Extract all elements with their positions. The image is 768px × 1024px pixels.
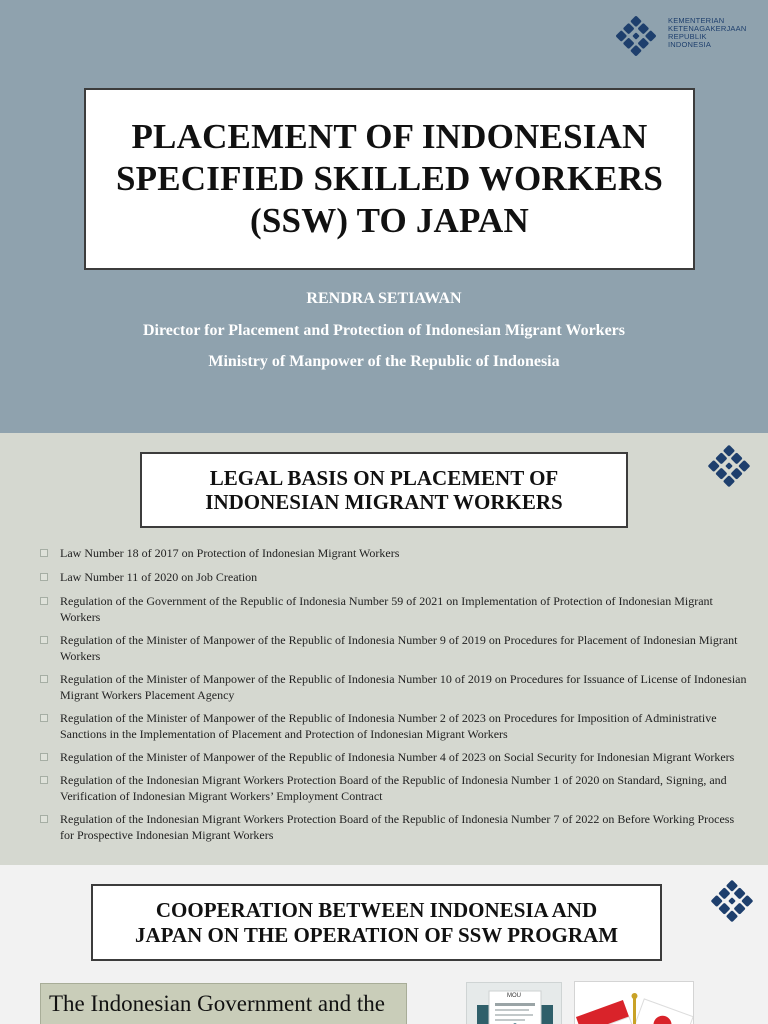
ministry-logo <box>702 439 756 493</box>
list-item <box>38 749 748 765</box>
regulation-text: Regulation of the Indonesian Migrant Workers Protection Board of the Republic of Indonesia Number 1 of 2020 on Standard, Signing, and Verification of Indonesian Migrant Workers’ Employment Contract <box>60 773 727 803</box>
regulation-text: Law Number 11 of 2020 on Job Creation <box>60 570 258 584</box>
regulation-text: Regulation of the Minister of Manpower of the Republic of Indonesia Number 4 of 2023 on Social Security for Indonesian Migrant Workers <box>60 750 735 764</box>
square-bullet-icon <box>40 815 48 823</box>
regulation-text: Regulation of the Minister of Manpower of the Republic of Indonesia Number 9 of 2019 on Procedures for Placement of Indonesian Migrant Workers <box>60 633 738 663</box>
square-bullet-icon <box>40 776 48 784</box>
indonesia-japan-flags-image <box>574 981 694 1024</box>
heading-line: COOPERATION BETWEEN INDONESIA AND <box>155 897 598 922</box>
legal-basis-slide <box>0 433 768 865</box>
square-bullet-icon <box>40 573 48 581</box>
square-bullet-icon <box>40 714 48 722</box>
title-box <box>84 88 695 270</box>
list-item <box>38 632 748 664</box>
presentation-title: PLACEMENT OF INDONESIAN SPECIFIED SKILLED WORKERS (SSW) TO JAPAN <box>115 117 663 240</box>
heading-line: JAPAN ON THE OPERATION OF SSW PROGRAM <box>134 922 619 947</box>
mou-label: MOU <box>507 993 521 999</box>
logo-text-line: INDONESIA <box>668 40 712 49</box>
list-item <box>38 772 748 804</box>
body-text-box <box>40 983 407 1024</box>
regulation-text: Regulation of the Government of the Republic of Indonesia Number 59 of 2021 on Implementation of Protection of Indonesian Migrant Workers <box>60 594 713 624</box>
regulation-list <box>38 545 748 843</box>
cooperation-heading <box>135 898 618 948</box>
regulation-text: Regulation of the Indonesian Migrant Workers Protection Board of the Republic of Indonesia Number 7 of 2022 on Before Working Process for Prospective Indonesian Migrant Workers <box>60 812 735 842</box>
kemnaker-logo-icon <box>705 874 759 928</box>
regulation-text: Regulation of the Minister of Manpower of the Republic of Indonesia Number 10 of 2019 on Procedures for Issuance of License of Indonesian Migrant Workers Placement Agency <box>60 672 747 702</box>
list-item <box>38 545 748 561</box>
cooperation-heading-box <box>91 884 662 961</box>
square-bullet-icon <box>40 549 48 557</box>
square-bullet-icon <box>40 636 48 644</box>
heading-line: INDONESIAN MIGRANT WORKERS <box>205 490 563 514</box>
regulation-text: Law Number 18 of 2017 on Protection of Indonesian Migrant Workers <box>60 546 400 560</box>
body-text: The Indonesian Government and the <box>49 991 385 1016</box>
crossed-flags-icon <box>575 982 694 1024</box>
list-item <box>38 569 748 585</box>
presenter-position: Director for Placement and Protection of Indonesian Migrant Workers <box>142 321 625 339</box>
logo-text-line: KETENAGAKERJAAN <box>668 24 747 33</box>
list-item <box>38 811 748 843</box>
presenter-info <box>0 287 768 382</box>
list-item <box>38 671 748 703</box>
title-slide <box>0 0 768 433</box>
presenter-ministry: Ministry of Manpower of the Republic of Indonesia <box>208 353 560 370</box>
heading-line: LEGAL BASIS ON PLACEMENT OF <box>209 466 559 490</box>
list-item <box>38 593 748 625</box>
ministry-logo <box>610 10 747 62</box>
legal-basis-heading <box>205 466 562 514</box>
list-item <box>38 710 748 742</box>
square-bullet-icon <box>40 597 48 605</box>
mou-document-icon <box>467 983 562 1024</box>
logo-text-line: REPUBLIK <box>668 32 707 41</box>
logo-text-line: KEMENTERIAN <box>668 16 725 25</box>
kemnaker-logo-icon <box>610 10 662 62</box>
legal-basis-heading-box <box>140 452 628 528</box>
regulation-text: Regulation of the Minister of Manpower of the Republic of Indonesia Number 2 of 2023 on Procedures for Imposition of Administrative Sanctions in the Implementation of Placement and Protection of Indonesian Migrant Workers <box>60 711 717 741</box>
square-bullet-icon <box>40 753 48 761</box>
presenter-name: RENDRA SETIAWAN <box>306 290 462 307</box>
ministry-logo-text <box>668 17 746 49</box>
kemnaker-logo-icon <box>702 439 756 493</box>
square-bullet-icon <box>40 675 48 683</box>
ministry-logo <box>705 874 759 928</box>
mou-document-image <box>466 982 562 1024</box>
cooperation-slide <box>0 865 768 1024</box>
